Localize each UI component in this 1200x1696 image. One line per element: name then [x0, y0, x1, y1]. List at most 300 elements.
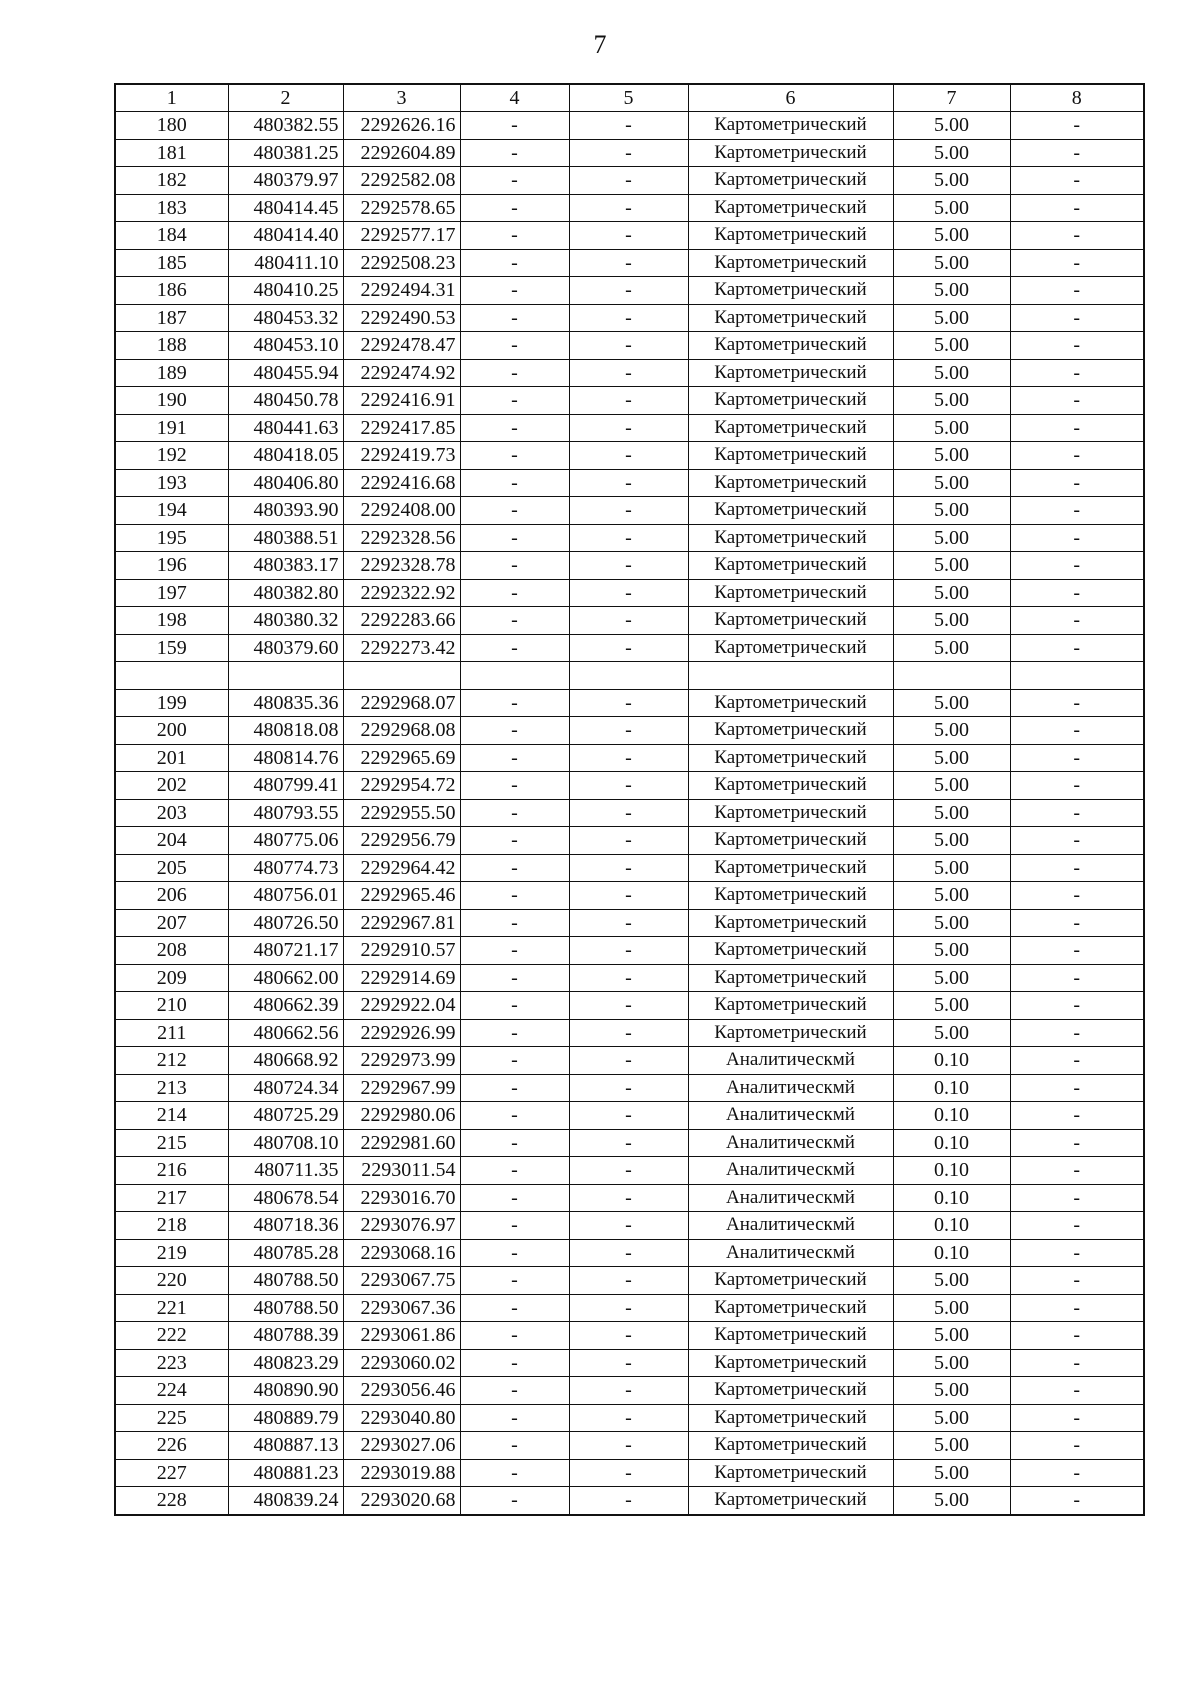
col-4-cell: - — [460, 937, 569, 965]
table-row — [115, 414, 1144, 442]
col-4-cell: - — [460, 332, 569, 360]
col-8-cell: - — [1010, 964, 1144, 992]
col-4-cell: - — [460, 1184, 569, 1212]
column-header-2: 2 — [228, 84, 343, 112]
accuracy-cell: 0.10 — [893, 1184, 1010, 1212]
table-row — [115, 744, 1144, 772]
col-5-cell: - — [569, 1349, 688, 1377]
y-coordinate-cell: 2293060.02 — [343, 1349, 460, 1377]
method-cell: Аналитическмй — [688, 1047, 893, 1075]
accuracy-cell: 5.00 — [893, 827, 1010, 855]
y-coordinate-cell: 2292417.85 — [343, 414, 460, 442]
col-4-cell: - — [460, 359, 569, 387]
col-5-cell: - — [569, 854, 688, 882]
accuracy-cell: 5.00 — [893, 1459, 1010, 1487]
y-coordinate-cell: 2292283.66 — [343, 607, 460, 635]
accuracy-cell: 0.10 — [893, 1157, 1010, 1185]
y-coordinate-cell: 2292419.73 — [343, 442, 460, 470]
col-5-cell: - — [569, 992, 688, 1020]
method-cell: Картометрический — [688, 552, 893, 580]
x-coordinate-cell: 480708.10 — [228, 1129, 343, 1157]
col-8-cell: - — [1010, 1349, 1144, 1377]
method-cell: Аналитическмй — [688, 1239, 893, 1267]
col-4-cell: - — [460, 689, 569, 717]
table-row — [115, 799, 1144, 827]
point-number-cell: 202 — [115, 772, 228, 800]
column-header-1: 1 — [115, 84, 228, 112]
col-5-cell: - — [569, 964, 688, 992]
col-8-cell: - — [1010, 442, 1144, 470]
point-number-cell: 224 — [115, 1377, 228, 1405]
y-coordinate-cell: 2292494.31 — [343, 277, 460, 305]
accuracy-cell: 5.00 — [893, 1487, 1010, 1515]
x-coordinate-cell: 480823.29 — [228, 1349, 343, 1377]
col-8-cell: - — [1010, 1404, 1144, 1432]
col-8-cell: - — [1010, 194, 1144, 222]
x-coordinate-cell: 480662.56 — [228, 1019, 343, 1047]
x-coordinate-cell: 480381.25 — [228, 139, 343, 167]
col-4-cell: - — [460, 1157, 569, 1185]
method-cell: Картометрический — [688, 194, 893, 222]
table-row — [115, 1432, 1144, 1460]
col-8-cell: - — [1010, 387, 1144, 415]
point-number-cell: 200 — [115, 717, 228, 745]
method-cell: Картометрический — [688, 882, 893, 910]
col-4-cell: - — [460, 552, 569, 580]
accuracy-cell — [893, 662, 1010, 690]
col-8-cell: - — [1010, 607, 1144, 635]
col-5-cell: - — [569, 442, 688, 470]
col-4-cell: - — [460, 1377, 569, 1405]
x-coordinate-cell: 480814.76 — [228, 744, 343, 772]
y-coordinate-cell: 2293019.88 — [343, 1459, 460, 1487]
y-coordinate-cell: 2292478.47 — [343, 332, 460, 360]
table-row — [115, 607, 1144, 635]
table-row — [115, 882, 1144, 910]
col-5-cell: - — [569, 1047, 688, 1075]
col-5-cell: - — [569, 937, 688, 965]
accuracy-cell: 5.00 — [893, 579, 1010, 607]
x-coordinate-cell: 480406.80 — [228, 469, 343, 497]
col-5-cell: - — [569, 304, 688, 332]
col-8-cell: - — [1010, 359, 1144, 387]
col-8-cell: - — [1010, 772, 1144, 800]
point-number-cell: 213 — [115, 1074, 228, 1102]
accuracy-cell: 5.00 — [893, 524, 1010, 552]
col-4-cell: - — [460, 1129, 569, 1157]
x-coordinate-cell: 480775.06 — [228, 827, 343, 855]
y-coordinate-cell: 2292968.07 — [343, 689, 460, 717]
table-row — [115, 1404, 1144, 1432]
y-coordinate-cell: 2293067.75 — [343, 1267, 460, 1295]
table-row — [115, 249, 1144, 277]
col-5-cell: - — [569, 222, 688, 250]
x-coordinate-cell: 480881.23 — [228, 1459, 343, 1487]
col-5-cell: - — [569, 277, 688, 305]
y-coordinate-cell: 2293067.36 — [343, 1294, 460, 1322]
y-coordinate-cell: 2292322.92 — [343, 579, 460, 607]
method-cell: Картометрический — [688, 249, 893, 277]
column-header-6: 6 — [688, 84, 893, 112]
point-number-cell: 189 — [115, 359, 228, 387]
point-number-cell: 228 — [115, 1487, 228, 1515]
point-number-cell: 225 — [115, 1404, 228, 1432]
point-number-cell: 201 — [115, 744, 228, 772]
x-coordinate-cell: 480453.32 — [228, 304, 343, 332]
table-row — [115, 634, 1144, 662]
table-row — [115, 1157, 1144, 1185]
point-number-cell: 196 — [115, 552, 228, 580]
x-coordinate-cell: 480785.28 — [228, 1239, 343, 1267]
accuracy-cell: 0.10 — [893, 1102, 1010, 1130]
accuracy-cell: 5.00 — [893, 222, 1010, 250]
column-header-3: 3 — [343, 84, 460, 112]
col-4-cell: - — [460, 139, 569, 167]
y-coordinate-cell: 2292416.91 — [343, 387, 460, 415]
col-8-cell — [1010, 662, 1144, 690]
point-number-cell: 204 — [115, 827, 228, 855]
column-header-8: 8 — [1010, 84, 1144, 112]
col-8-cell: - — [1010, 744, 1144, 772]
col-5-cell: - — [569, 469, 688, 497]
accuracy-cell: 5.00 — [893, 167, 1010, 195]
point-number-cell: 192 — [115, 442, 228, 470]
table-row — [115, 1129, 1144, 1157]
col-8-cell: - — [1010, 552, 1144, 580]
accuracy-cell: 5.00 — [893, 1404, 1010, 1432]
y-coordinate-cell: 2292604.89 — [343, 139, 460, 167]
col-8-cell: - — [1010, 1487, 1144, 1515]
col-4-cell: - — [460, 194, 569, 222]
col-4-cell: - — [460, 1074, 569, 1102]
accuracy-cell: 0.10 — [893, 1212, 1010, 1240]
x-coordinate-cell: 480726.50 — [228, 909, 343, 937]
col-4-cell: - — [460, 1349, 569, 1377]
header-row — [115, 84, 1144, 112]
method-cell: Аналитическмй — [688, 1074, 893, 1102]
method-cell: Картометрический — [688, 167, 893, 195]
method-cell: Аналитическмй — [688, 1184, 893, 1212]
col-8-cell: - — [1010, 799, 1144, 827]
col-5-cell: - — [569, 909, 688, 937]
col-5-cell: - — [569, 1129, 688, 1157]
col-5-cell: - — [569, 579, 688, 607]
accuracy-cell: 0.10 — [893, 1129, 1010, 1157]
col-4-cell: - — [460, 1019, 569, 1047]
col-8-cell: - — [1010, 1377, 1144, 1405]
col-4-cell: - — [460, 469, 569, 497]
y-coordinate-cell: 2292328.78 — [343, 552, 460, 580]
accuracy-cell: 0.10 — [893, 1074, 1010, 1102]
col-4-cell: - — [460, 414, 569, 442]
x-coordinate-cell: 480411.10 — [228, 249, 343, 277]
column-header-4: 4 — [460, 84, 569, 112]
col-4-cell: - — [460, 304, 569, 332]
x-coordinate-cell: 480724.34 — [228, 1074, 343, 1102]
col-5-cell: - — [569, 827, 688, 855]
col-5-cell: - — [569, 112, 688, 140]
col-5-cell: - — [569, 689, 688, 717]
accuracy-cell: 5.00 — [893, 277, 1010, 305]
col-4-cell: - — [460, 249, 569, 277]
col-4-cell: - — [460, 1432, 569, 1460]
table-row — [115, 1487, 1144, 1515]
col-4-cell: - — [460, 1459, 569, 1487]
x-coordinate-cell: 480793.55 — [228, 799, 343, 827]
point-number-cell: 207 — [115, 909, 228, 937]
col-8-cell: - — [1010, 1047, 1144, 1075]
col-4-cell: - — [460, 964, 569, 992]
col-8-cell: - — [1010, 937, 1144, 965]
method-cell: Картометрический — [688, 937, 893, 965]
point-number-cell: 209 — [115, 964, 228, 992]
col-4-cell: - — [460, 992, 569, 1020]
x-coordinate-cell: 480441.63 — [228, 414, 343, 442]
accuracy-cell: 5.00 — [893, 497, 1010, 525]
col-4-cell: - — [460, 827, 569, 855]
point-number-cell: 227 — [115, 1459, 228, 1487]
table-row — [115, 1267, 1144, 1295]
col-4-cell: - — [460, 1487, 569, 1515]
table-row — [115, 1102, 1144, 1130]
col-5-cell: - — [569, 1074, 688, 1102]
method-cell: Картометрический — [688, 992, 893, 1020]
col-5-cell: - — [569, 772, 688, 800]
col-5-cell: - — [569, 717, 688, 745]
point-number-cell: 199 — [115, 689, 228, 717]
point-number-cell: 206 — [115, 882, 228, 910]
method-cell: Картометрический — [688, 1349, 893, 1377]
method-cell: Картометрический — [688, 1019, 893, 1047]
col-8-cell: - — [1010, 854, 1144, 882]
col-4-cell: - — [460, 442, 569, 470]
col-8-cell: - — [1010, 579, 1144, 607]
y-coordinate-cell: 2292965.46 — [343, 882, 460, 910]
point-number-cell: 216 — [115, 1157, 228, 1185]
point-number-cell: 198 — [115, 607, 228, 635]
accuracy-cell: 5.00 — [893, 552, 1010, 580]
table-row — [115, 1074, 1144, 1102]
col-4-cell: - — [460, 854, 569, 882]
method-cell: Аналитическмй — [688, 1212, 893, 1240]
col-5-cell: - — [569, 414, 688, 442]
y-coordinate-cell — [343, 662, 460, 690]
table-row — [115, 1019, 1144, 1047]
point-number-cell: 195 — [115, 524, 228, 552]
accuracy-cell: 5.00 — [893, 112, 1010, 140]
col-8-cell: - — [1010, 827, 1144, 855]
table-row — [115, 937, 1144, 965]
point-number-cell: 185 — [115, 249, 228, 277]
y-coordinate-cell: 2293020.68 — [343, 1487, 460, 1515]
point-number-cell: 188 — [115, 332, 228, 360]
point-number-cell: 181 — [115, 139, 228, 167]
accuracy-cell: 5.00 — [893, 249, 1010, 277]
col-8-cell: - — [1010, 689, 1144, 717]
col-8-cell: - — [1010, 167, 1144, 195]
col-4-cell: - — [460, 387, 569, 415]
y-coordinate-cell: 2292508.23 — [343, 249, 460, 277]
col-8-cell: - — [1010, 1239, 1144, 1267]
col-5-cell — [569, 662, 688, 690]
accuracy-cell: 5.00 — [893, 442, 1010, 470]
point-number-cell: 208 — [115, 937, 228, 965]
method-cell: Картометрический — [688, 304, 893, 332]
point-number-cell: 180 — [115, 112, 228, 140]
method-cell: Картометрический — [688, 772, 893, 800]
col-5-cell: - — [569, 332, 688, 360]
col-8-cell: - — [1010, 1432, 1144, 1460]
point-number-cell: 182 — [115, 167, 228, 195]
col-4-cell: - — [460, 882, 569, 910]
accuracy-cell: 5.00 — [893, 414, 1010, 442]
col-4-cell: - — [460, 1212, 569, 1240]
col-8-cell: - — [1010, 634, 1144, 662]
point-number-cell: 215 — [115, 1129, 228, 1157]
method-cell: Картометрический — [688, 827, 893, 855]
x-coordinate-cell: 480383.17 — [228, 552, 343, 580]
point-number-cell: 190 — [115, 387, 228, 415]
x-coordinate-cell: 480756.01 — [228, 882, 343, 910]
col-8-cell: - — [1010, 1322, 1144, 1350]
x-coordinate-cell: 480382.80 — [228, 579, 343, 607]
col-8-cell: - — [1010, 139, 1144, 167]
method-cell: Картометрический — [688, 799, 893, 827]
point-number-cell: 197 — [115, 579, 228, 607]
y-coordinate-cell: 2293061.86 — [343, 1322, 460, 1350]
col-4-cell: - — [460, 607, 569, 635]
y-coordinate-cell: 2292910.57 — [343, 937, 460, 965]
col-8-cell: - — [1010, 909, 1144, 937]
accuracy-cell: 5.00 — [893, 634, 1010, 662]
col-4-cell — [460, 662, 569, 690]
method-cell: Картометрический — [688, 1404, 893, 1432]
y-coordinate-cell: 2292964.42 — [343, 854, 460, 882]
y-coordinate-cell: 2293068.16 — [343, 1239, 460, 1267]
y-coordinate-cell: 2292926.99 — [343, 1019, 460, 1047]
col-5-cell: - — [569, 1184, 688, 1212]
method-cell: Картометрический — [688, 579, 893, 607]
point-number-cell: 223 — [115, 1349, 228, 1377]
col-8-cell: - — [1010, 112, 1144, 140]
col-8-cell: - — [1010, 882, 1144, 910]
y-coordinate-cell: 2293027.06 — [343, 1432, 460, 1460]
table-row — [115, 194, 1144, 222]
y-coordinate-cell: 2292582.08 — [343, 167, 460, 195]
point-number-cell: 203 — [115, 799, 228, 827]
table-row — [115, 139, 1144, 167]
y-coordinate-cell: 2292967.99 — [343, 1074, 460, 1102]
col-5-cell: - — [569, 607, 688, 635]
accuracy-cell: 5.00 — [893, 1267, 1010, 1295]
point-number-cell: 159 — [115, 634, 228, 662]
col-5-cell: - — [569, 552, 688, 580]
x-coordinate-cell: 480380.32 — [228, 607, 343, 635]
point-number-cell: 221 — [115, 1294, 228, 1322]
table-row — [115, 992, 1144, 1020]
x-coordinate-cell: 480662.00 — [228, 964, 343, 992]
point-number-cell: 187 — [115, 304, 228, 332]
accuracy-cell: 5.00 — [893, 139, 1010, 167]
x-coordinate-cell: 480393.90 — [228, 497, 343, 525]
method-cell: Картометрический — [688, 744, 893, 772]
col-5-cell: - — [569, 634, 688, 662]
col-5-cell: - — [569, 524, 688, 552]
col-5-cell: - — [569, 882, 688, 910]
col-8-cell: - — [1010, 277, 1144, 305]
col-8-cell: - — [1010, 524, 1144, 552]
col-4-cell: - — [460, 634, 569, 662]
accuracy-cell: 5.00 — [893, 1349, 1010, 1377]
method-cell: Картометрический — [688, 222, 893, 250]
col-8-cell: - — [1010, 992, 1144, 1020]
col-5-cell: - — [569, 249, 688, 277]
coordinates-table — [114, 83, 1145, 1516]
x-coordinate-cell: 480414.45 — [228, 194, 343, 222]
accuracy-cell: 5.00 — [893, 607, 1010, 635]
x-coordinate-cell: 480788.39 — [228, 1322, 343, 1350]
col-4-cell: - — [460, 1239, 569, 1267]
table-body — [115, 112, 1144, 1515]
col-8-cell: - — [1010, 1212, 1144, 1240]
col-4-cell: - — [460, 497, 569, 525]
table-row — [115, 827, 1144, 855]
method-cell: Аналитическмй — [688, 1102, 893, 1130]
x-coordinate-cell: 480410.25 — [228, 277, 343, 305]
x-coordinate-cell: 480788.50 — [228, 1294, 343, 1322]
accuracy-cell: 5.00 — [893, 1294, 1010, 1322]
point-number-cell: 210 — [115, 992, 228, 1020]
y-coordinate-cell: 2292981.60 — [343, 1129, 460, 1157]
table-row — [115, 1377, 1144, 1405]
x-coordinate-cell: 480839.24 — [228, 1487, 343, 1515]
y-coordinate-cell: 2292416.68 — [343, 469, 460, 497]
col-5-cell: - — [569, 1294, 688, 1322]
accuracy-cell: 5.00 — [893, 937, 1010, 965]
y-coordinate-cell: 2293040.80 — [343, 1404, 460, 1432]
x-coordinate-cell: 480455.94 — [228, 359, 343, 387]
x-coordinate-cell: 480382.55 — [228, 112, 343, 140]
method-cell: Картометрический — [688, 1487, 893, 1515]
col-4-cell: - — [460, 772, 569, 800]
table-row — [115, 1349, 1144, 1377]
page-number: 7 — [593, 30, 607, 59]
col-5-cell: - — [569, 1322, 688, 1350]
x-coordinate-cell: 480774.73 — [228, 854, 343, 882]
x-coordinate-cell: 480889.79 — [228, 1404, 343, 1432]
col-4-cell: - — [460, 1102, 569, 1130]
accuracy-cell: 5.00 — [893, 469, 1010, 497]
method-cell: Картометрический — [688, 277, 893, 305]
accuracy-cell: 5.00 — [893, 359, 1010, 387]
y-coordinate-cell: 2292474.92 — [343, 359, 460, 387]
y-coordinate-cell: 2292490.53 — [343, 304, 460, 332]
col-8-cell: - — [1010, 1157, 1144, 1185]
point-number-cell: 220 — [115, 1267, 228, 1295]
col-5-cell: - — [569, 1459, 688, 1487]
column-header-7: 7 — [893, 84, 1010, 112]
accuracy-cell: 5.00 — [893, 1019, 1010, 1047]
method-cell: Картометрический — [688, 359, 893, 387]
point-number-cell: 218 — [115, 1212, 228, 1240]
x-coordinate-cell — [228, 662, 343, 690]
col-5-cell: - — [569, 359, 688, 387]
y-coordinate-cell: 2292578.65 — [343, 194, 460, 222]
table-row — [115, 277, 1144, 305]
accuracy-cell: 5.00 — [893, 1322, 1010, 1350]
method-cell: Аналитическмй — [688, 1157, 893, 1185]
col-5-cell: - — [569, 387, 688, 415]
